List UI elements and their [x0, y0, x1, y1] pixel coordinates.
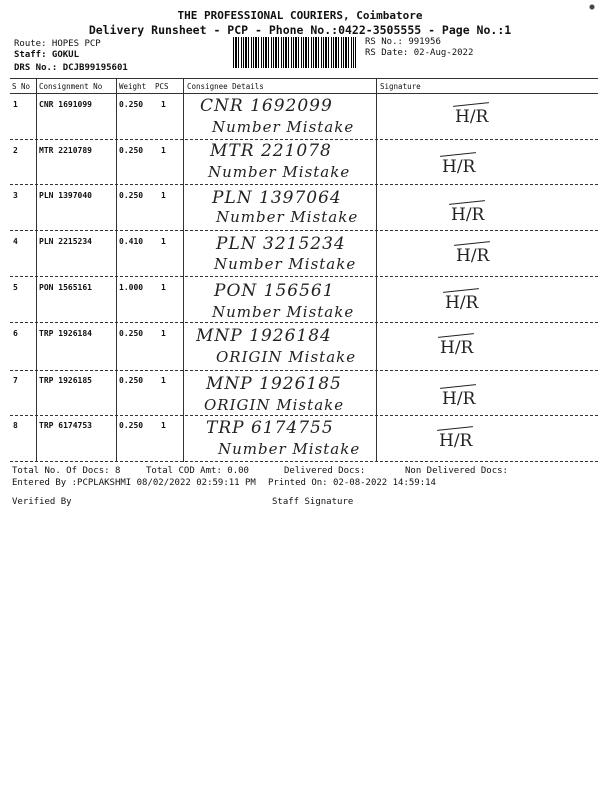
signature-mark: H/R — [451, 205, 484, 225]
route-label: Route: HOPES PCP — [14, 39, 101, 49]
row-weight: 0.250 — [119, 146, 144, 155]
signature-mark: H/R — [456, 246, 489, 266]
handwritten-correction: MNP 1926185 — [206, 374, 342, 394]
row-sno: 4 — [13, 237, 18, 246]
row-weight: 1.000 — [119, 283, 144, 292]
handwritten-remark: Number Mistake — [218, 440, 361, 458]
row-divider — [10, 184, 598, 185]
row-consignment: TRP 6174753 — [39, 421, 92, 430]
column-header-consignee: Consignee Details — [187, 82, 264, 91]
row-weight: 0.250 — [119, 421, 144, 430]
handwritten-remark: Number Mistake — [208, 163, 351, 181]
signature-mark: H/R — [442, 157, 475, 177]
row-pcs: 1 — [161, 376, 166, 385]
row-pcs: 1 — [161, 421, 166, 430]
total-docs: Total No. Of Docs: 8 — [12, 466, 121, 476]
column-header-pcs: PCS — [155, 82, 169, 91]
row-sno: 7 — [13, 376, 18, 385]
drs-barcode — [233, 37, 356, 68]
column-header-weight: Weight — [119, 82, 147, 91]
row-pcs: 1 — [161, 283, 166, 292]
handwritten-correction: PLN 1397064 — [212, 188, 342, 208]
handwritten-remark: ORIGIN Mistake — [204, 396, 345, 414]
handwritten-remark: Number Mistake — [216, 208, 359, 226]
row-weight: 0.410 — [119, 237, 144, 246]
signature-mark: H/R — [439, 431, 472, 451]
row-consignment: PLN 2215234 — [39, 237, 92, 246]
handwritten-correction: PON 156561 — [214, 281, 335, 301]
row-weight: 0.250 — [119, 100, 144, 109]
row-weight: 0.250 — [119, 191, 144, 200]
row-sno: 2 — [13, 146, 18, 155]
row-pcs: 1 — [161, 191, 166, 200]
staff-signature-label: Staff Signature — [272, 497, 354, 507]
entered-by: Entered By :PCPLAKSHMI 08/02/2022 02:59:11 PM — [12, 478, 256, 488]
handwritten-correction: CNR 1692099 — [200, 96, 333, 116]
total-cod-amount: Total COD Amt: 0.00 — [146, 466, 249, 476]
rs-number: RS No.: 991956 — [365, 37, 441, 47]
row-sno: 3 — [13, 191, 18, 200]
handwritten-remark: Number Mistake — [214, 255, 357, 273]
row-consignment: PLN 1397040 — [39, 191, 92, 200]
handwritten-correction: TRP 6174755 — [206, 418, 334, 438]
row-pcs: 1 — [161, 146, 166, 155]
column-divider — [183, 78, 184, 462]
row-consignment: PON 1565161 — [39, 283, 92, 292]
handwritten-remark: Number Mistake — [212, 303, 355, 321]
handwritten-correction: PLN 3215234 — [216, 234, 346, 254]
table-top-rule — [10, 78, 598, 79]
row-weight: 0.250 — [119, 329, 144, 338]
column-header-consignment: Consignment No — [39, 82, 103, 91]
row-divider — [10, 322, 598, 323]
row-divider — [10, 139, 598, 140]
signature-mark: H/R — [442, 389, 475, 409]
delivered-docs: Delivered Docs: — [284, 466, 366, 476]
row-pcs: 1 — [161, 329, 166, 338]
company-title: THE PROFESSIONAL COURIERS, Coimbatore — [177, 9, 423, 22]
printed-on: Printed On: 02-08-2022 14:59:14 — [268, 478, 436, 488]
handwritten-remark: ORIGIN Mistake — [216, 348, 357, 366]
row-pcs: 1 — [161, 100, 166, 109]
column-header-sno: S No — [12, 82, 31, 91]
handwritten-remark: Number Mistake — [212, 118, 355, 136]
staff-label: Staff: GOKUL — [14, 50, 80, 60]
runsheet-subtitle: Delivery Runsheet - PCP - Phone No.:0422-3505555 - Page No.:1 — [88, 23, 512, 37]
row-divider — [10, 276, 598, 277]
row-consignment: MTR 2210789 — [39, 146, 92, 155]
row-pcs: 1 — [161, 237, 166, 246]
signature-mark: H/R — [445, 293, 478, 313]
row-consignment: TRP 1926185 — [39, 376, 92, 385]
handwritten-correction: MTR 221078 — [210, 141, 332, 161]
row-sno: 8 — [13, 421, 18, 430]
column-header-signature: Signature — [380, 82, 421, 91]
column-divider — [376, 78, 377, 462]
row-divider — [10, 370, 598, 371]
non-delivered-docs: Non Delivered Docs: — [405, 466, 508, 476]
row-sno: 1 — [13, 100, 18, 109]
table-bottom-rule — [10, 461, 598, 462]
row-weight: 0.250 — [119, 376, 144, 385]
rs-date: RS Date: 02-Aug-2022 — [365, 48, 474, 58]
handwritten-correction: MNP 1926184 — [196, 326, 332, 346]
signature-mark: H/R — [440, 338, 473, 358]
table-header-rule — [10, 93, 598, 94]
verified-by-label: Verified By — [12, 497, 72, 507]
column-divider — [116, 78, 117, 462]
row-divider — [10, 230, 598, 231]
column-divider — [36, 78, 37, 462]
row-sno: 6 — [13, 329, 18, 338]
drs-number: DRS No.: DCJB99195601 — [14, 63, 128, 73]
row-consignment: CNR 1691099 — [39, 100, 92, 109]
row-consignment: TRP 1926184 — [39, 329, 92, 338]
row-sno: 5 — [13, 283, 18, 292]
signature-mark: H/R — [455, 107, 488, 127]
row-divider — [10, 415, 598, 416]
